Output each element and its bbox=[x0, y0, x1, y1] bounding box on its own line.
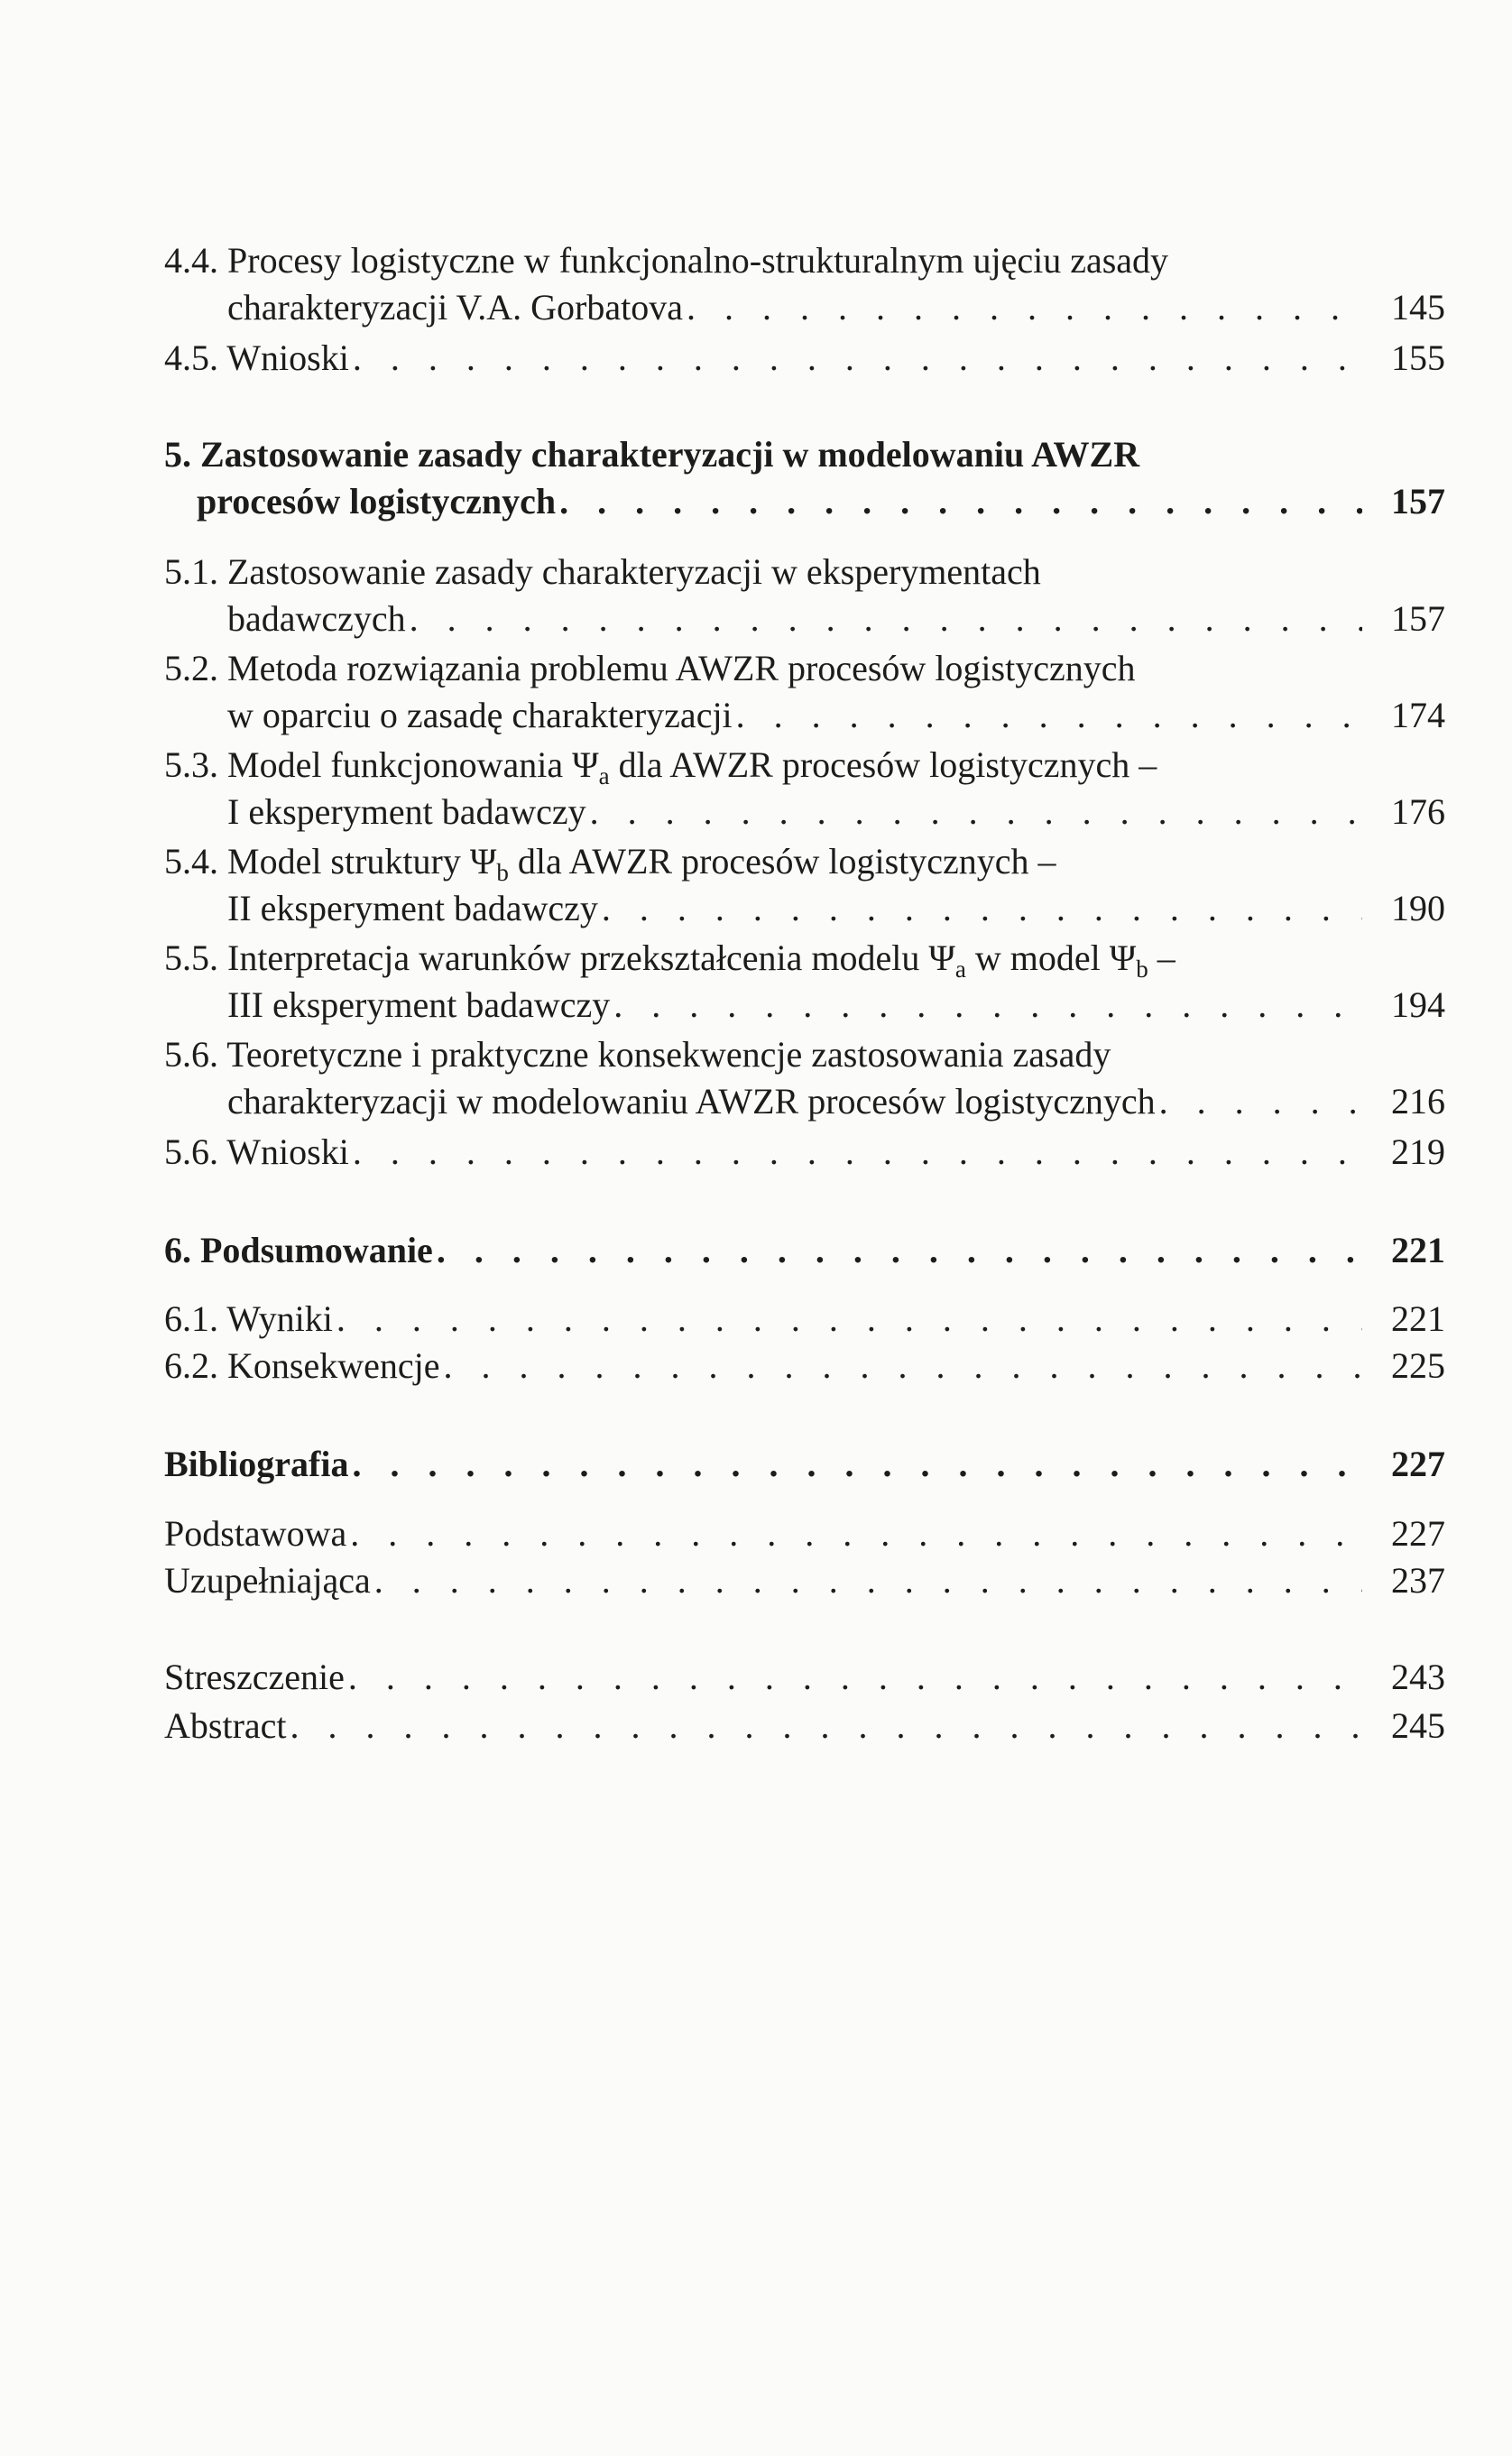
toc-entry-4-5[interactable] bbox=[164, 335, 1445, 382]
toc-entry-5-6-wnioski[interactable] bbox=[164, 1129, 1445, 1176]
toc-page-number: 227 bbox=[1391, 1513, 1445, 1554]
toc-entry-5-2[interactable] bbox=[164, 645, 1445, 739]
toc-page-number: 243 bbox=[1391, 1657, 1445, 1697]
leader-dots bbox=[736, 692, 1362, 739]
toc-entry-title: 5.1. Zastosowanie zasady charakteryzacji w eksperymentach bbox=[164, 551, 1041, 592]
toc-chapter-title-cont: procesów logistycznych bbox=[197, 481, 557, 522]
toc-page-number: 237 bbox=[1391, 1560, 1445, 1601]
leader-dots bbox=[559, 478, 1362, 525]
leader-dots bbox=[348, 1654, 1362, 1701]
toc-bibliography[interactable] bbox=[164, 1441, 1445, 1488]
toc-entry-streszczenie[interactable] bbox=[164, 1654, 1445, 1701]
subscript: b bbox=[1136, 956, 1148, 983]
toc-entry-title: 4.5. Wnioski bbox=[164, 337, 349, 378]
toc-entry-title: 5.6. Teoretyczne i praktyczne konsekwencje zastosowania zasady bbox=[164, 1034, 1111, 1075]
toc-entry-title: 5.5. Interpretacja warunków przekształcenia modelu $\Psi_a$ w model $\Psi_b$ – bbox=[164, 937, 1175, 983]
toc-page-number: 155 bbox=[1391, 337, 1445, 378]
leader-dots bbox=[687, 284, 1362, 331]
subscript: b bbox=[496, 859, 509, 886]
toc-chapter-title: Bibliografia bbox=[164, 1444, 349, 1484]
toc-entry-title-cont: III eksperyment badawczy bbox=[227, 984, 611, 1025]
toc-entry-uzupelniajaca[interactable] bbox=[164, 1557, 1445, 1604]
toc-chapter-title: 5. Zastosowanie zasady charakteryzacji w modelowaniu AWZR bbox=[164, 434, 1140, 475]
toc-entry-title: 4.4. Procesy logistyczne w funkcjonalno-strukturalnym ujęciu zasady bbox=[164, 240, 1169, 281]
toc-page-number: 225 bbox=[1391, 1345, 1445, 1386]
toc-entry-6-1[interactable] bbox=[164, 1296, 1445, 1343]
toc-page-number: 245 bbox=[1391, 1705, 1445, 1746]
toc-entry-4-4[interactable] bbox=[164, 237, 1445, 331]
leader-dots bbox=[410, 596, 1362, 642]
leader-dots bbox=[1159, 1078, 1362, 1125]
toc-page-number: 176 bbox=[1391, 791, 1445, 832]
toc-chapter-6[interactable] bbox=[164, 1227, 1445, 1274]
toc-entry-5-6[interactable] bbox=[164, 1031, 1445, 1125]
subscript: a bbox=[954, 956, 966, 983]
toc-entry-5-5[interactable] bbox=[164, 935, 1445, 1029]
toc-entry-title: Abstract bbox=[164, 1705, 287, 1746]
toc-page-number: 227 bbox=[1391, 1444, 1445, 1484]
toc-chapter-title: 6. Podsumowanie bbox=[164, 1230, 433, 1270]
leader-dots bbox=[613, 982, 1362, 1029]
toc-page-number: 157 bbox=[1391, 481, 1445, 522]
leader-dots bbox=[353, 335, 1362, 382]
toc-page-number: 219 bbox=[1391, 1131, 1445, 1172]
toc-entry-podstawowa[interactable] bbox=[164, 1510, 1445, 1557]
leader-dots bbox=[374, 1557, 1362, 1604]
toc-entry-5-1[interactable] bbox=[164, 549, 1445, 642]
toc-page-number: 221 bbox=[1391, 1230, 1445, 1270]
leader-dots bbox=[290, 1703, 1362, 1750]
toc-entry-title: Podstawowa bbox=[164, 1513, 347, 1554]
toc-entry-title: Streszczenie bbox=[164, 1657, 345, 1697]
toc-entry-title: Uzupełniająca bbox=[164, 1560, 371, 1601]
toc-entry-title: 5.6. Wnioski bbox=[164, 1131, 349, 1172]
toc-entry-title: 6.1. Wyniki bbox=[164, 1298, 333, 1339]
toc-entry-title-cont: I eksperyment badawczy bbox=[227, 791, 586, 832]
toc-entry-title-cont: badawczych bbox=[227, 598, 406, 639]
toc-entry-5-4[interactable] bbox=[164, 838, 1445, 932]
toc-chapter-5[interactable] bbox=[164, 431, 1445, 525]
toc-entry-title-cont: w oparciu o zasadę charakteryzacji bbox=[227, 695, 733, 735]
leader-dots bbox=[350, 1510, 1362, 1557]
toc-entry-6-2[interactable] bbox=[164, 1343, 1445, 1390]
toc-page-number: 145 bbox=[1391, 287, 1445, 328]
toc-entry-title: 5.2. Metoda rozwiązania problemu AWZR procesów logistycznych bbox=[164, 648, 1136, 688]
leader-dots bbox=[352, 1441, 1362, 1488]
toc-page-number: 221 bbox=[1391, 1298, 1445, 1339]
leader-dots bbox=[353, 1129, 1362, 1176]
leader-dots bbox=[602, 885, 1362, 932]
toc-entry-abstract[interactable] bbox=[164, 1703, 1445, 1750]
toc-entry-title-cont: II eksperyment badawczy bbox=[227, 888, 598, 928]
toc-entry-title: 5.4. Model struktury $\Psi_b$ dla AWZR procesów logistycznych – bbox=[164, 841, 1056, 886]
toc-entry-title: 5.3. Model funkcjonowania $\Psi_a$ dla AWZR procesów logistycznych – bbox=[164, 744, 1157, 789]
leader-dots bbox=[590, 789, 1362, 836]
subscript: a bbox=[598, 762, 610, 789]
toc-page-number: 194 bbox=[1391, 984, 1445, 1025]
leader-dots bbox=[443, 1343, 1362, 1390]
toc-entry-title-cont: charakteryzacji V.A. Gorbatova bbox=[227, 287, 683, 328]
toc-entry-title-cont: charakteryzacji w modelowaniu AWZR procesów logistycznych bbox=[227, 1081, 1156, 1122]
toc-page-number: 216 bbox=[1391, 1081, 1445, 1122]
leader-dots bbox=[337, 1296, 1362, 1343]
leader-dots bbox=[437, 1227, 1362, 1274]
toc-page-number: 174 bbox=[1391, 695, 1445, 735]
toc-entry-title: 6.2. Konsekwencje bbox=[164, 1345, 440, 1386]
toc-page-number: 190 bbox=[1391, 888, 1445, 928]
toc-page-number: 157 bbox=[1391, 598, 1445, 639]
toc-entry-5-3[interactable] bbox=[164, 742, 1445, 836]
